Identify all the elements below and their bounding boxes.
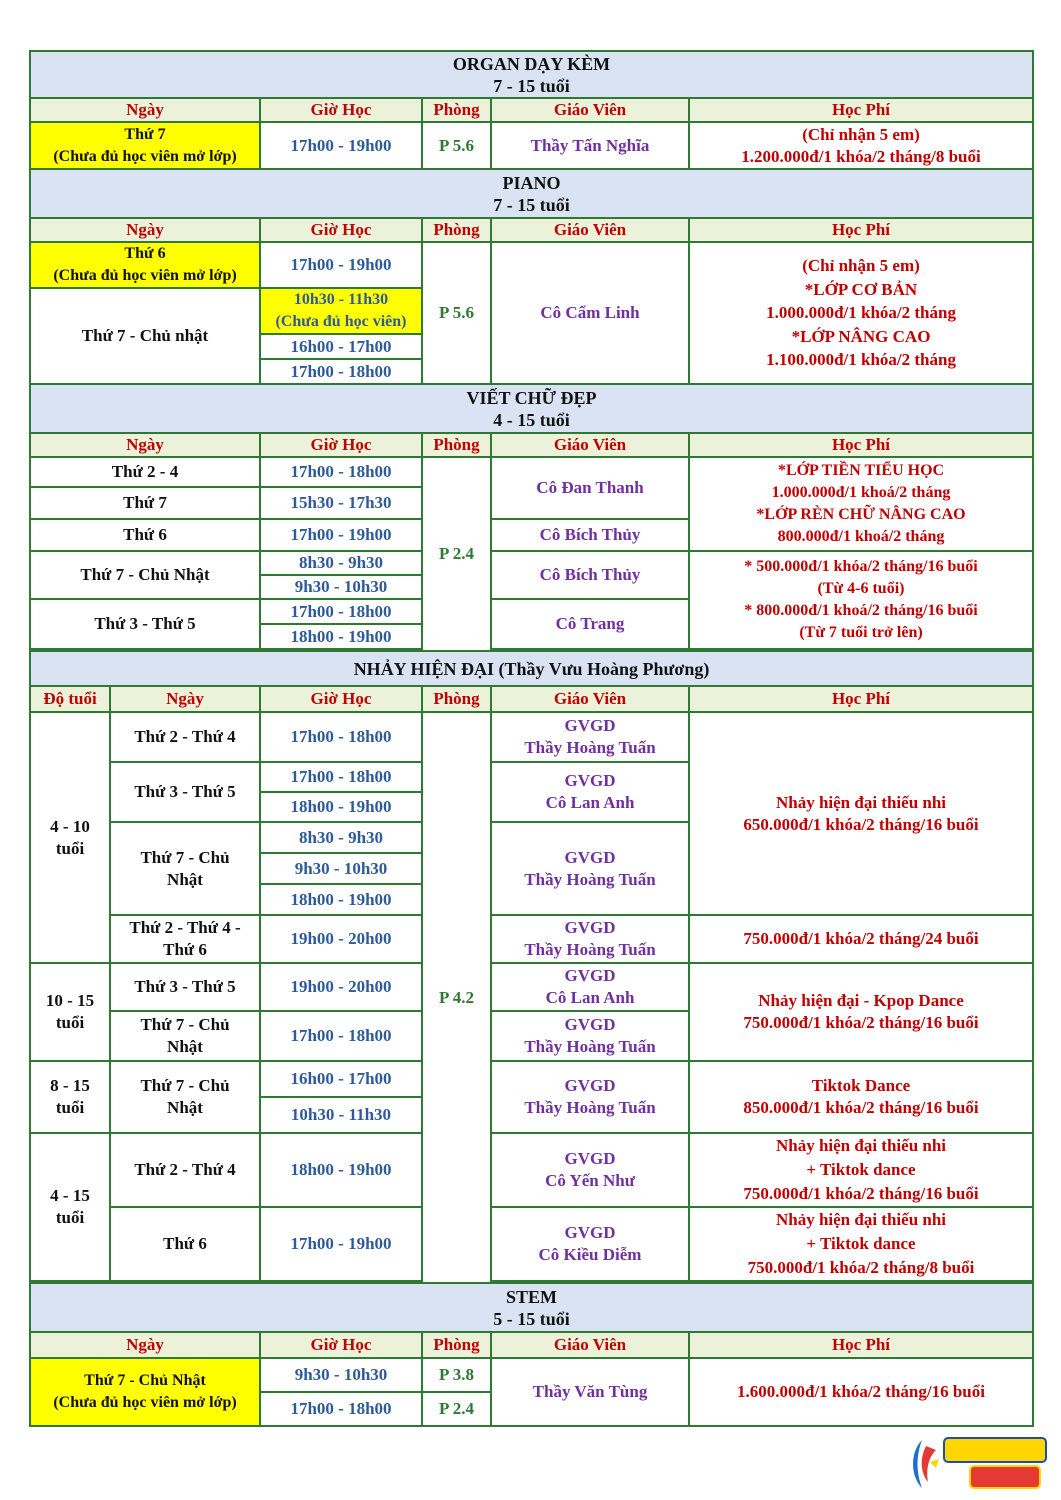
header-fee: Học Phí xyxy=(689,686,1033,712)
dance-fee-4a: Tiktok Dance xyxy=(811,1076,911,1095)
dance-gv-6: GVGD xyxy=(564,1015,616,1034)
vcd-time-7: 18h00 - 19h00 xyxy=(260,624,422,649)
dance-fee-2: 750.000đ/1 khóa/2 tháng/24 buổi xyxy=(689,915,1033,963)
dance-gv-7: GVGD xyxy=(564,1076,616,1095)
dance-fee-6a: Nhảy hiện đại thiếu nhi xyxy=(775,1210,947,1229)
dance-age-1b: tuổi xyxy=(55,838,85,858)
dance-age-1: 4 - 10 xyxy=(50,816,90,836)
dance-age-4: 4 - 15 xyxy=(50,1186,90,1205)
piano-time-2-note: (Chưa đủ học viên) xyxy=(275,313,407,330)
section-vcd-title xyxy=(30,384,1033,433)
dance-age-3: 8 - 15 xyxy=(50,1076,90,1095)
header-room: Phòng xyxy=(422,1332,491,1358)
nha-thieu-nhi-logo xyxy=(908,1432,1048,1494)
header-teacher: Giáo Viên xyxy=(491,218,689,242)
organ-title: ORGAN DẠY KÈM xyxy=(452,53,611,74)
stem-age: 5 - 15 tuổi xyxy=(493,1308,570,1329)
dance-age-3b: tuổi xyxy=(55,1098,85,1117)
dance-header-row xyxy=(30,686,1033,712)
header-fee: Học Phí xyxy=(689,218,1033,242)
dance-gv-8: GVGD xyxy=(564,1149,616,1168)
header-day: Ngày xyxy=(30,1332,260,1358)
piano-row-1 xyxy=(30,242,1033,288)
vcd-time-3: 17h00 - 19h00 xyxy=(260,519,422,551)
dance-fee-5a: Nhảy hiện đại thiếu nhi xyxy=(775,1136,947,1155)
stem-day: Thứ 7 - Chủ Nhật xyxy=(84,1372,206,1389)
dance-age-2: 10 - 15 xyxy=(45,991,95,1010)
dance-time-2: 17h00 - 18h00 xyxy=(260,762,422,792)
header-teacher: Giáo Viên xyxy=(491,1332,689,1358)
vcd-row-4 xyxy=(30,551,1033,575)
vcd-fee1-b: 1.000.000đ/1 khoá/2 tháng xyxy=(771,484,951,501)
header-room: Phòng xyxy=(422,98,491,122)
dance-time-4: 8h30 - 9h30 xyxy=(260,822,422,853)
dance-time-12: 18h00 - 19h00 xyxy=(260,1133,422,1207)
stem-title: STEM xyxy=(506,1286,558,1307)
dance-day-4: Thứ 2 - Thứ 4 - xyxy=(129,918,241,937)
logo-banner-bottom xyxy=(970,1466,1040,1488)
dance-day-7b: Nhật xyxy=(167,1098,203,1117)
piano-day-1-note: (Chưa đủ học viên mở lớp) xyxy=(53,267,237,284)
header-fee: Học Phí xyxy=(689,433,1033,457)
header-row xyxy=(30,218,1033,242)
vcd-time-4: 8h30 - 9h30 xyxy=(260,551,422,575)
dance-row-10 xyxy=(30,1061,1033,1097)
dance-fee-5b: + Tiktok dance xyxy=(806,1160,916,1179)
piano-fee-basic: *LỚP CƠ BẢN xyxy=(804,279,918,299)
dance-gv-4: GVGD xyxy=(564,918,616,937)
dance-gv-5: GVGD xyxy=(564,966,616,985)
stem-room-1: P 3.8 xyxy=(422,1358,491,1392)
header-time: Giờ Học xyxy=(260,98,422,122)
vcd-fee1-a: *LỚP TIỀN TIỂU HỌC xyxy=(777,462,945,479)
header-room: Phòng xyxy=(422,686,491,712)
vcd-teacher-2: Cô Bích Thủy xyxy=(491,519,689,551)
dance-time-5: 9h30 - 10h30 xyxy=(260,853,422,884)
piano-day-2: Thứ 7 - Chủ nhật xyxy=(30,288,260,384)
header-age: Độ tuổi xyxy=(30,686,110,712)
vcd-teacher-1: Cô Đan Thanh xyxy=(491,457,689,519)
organ-teacher: Thầy Tấn Nghĩa xyxy=(491,122,689,169)
dance-row-12 xyxy=(30,1133,1033,1207)
dance-fee-3a: Nhảy hiện đại - Kpop Dance xyxy=(758,991,964,1010)
section-stem-title xyxy=(30,1283,1033,1332)
header-room: Phòng xyxy=(422,218,491,242)
logo-banner-top xyxy=(944,1438,1046,1462)
stem-room-2: P 2.4 xyxy=(422,1392,491,1426)
header-teacher: Giáo Viên xyxy=(491,433,689,457)
vcd-fee1-d: 800.000đ/1 khoá/2 tháng xyxy=(777,528,945,545)
header-time: Giờ Học xyxy=(260,433,422,457)
piano-fee-adv: *LỚP NÂNG CAO xyxy=(791,326,931,346)
dance-teacher-3: Thầy Hoàng Tuấn xyxy=(524,869,656,889)
vcd-teacher-3: Cô Bích Thủy xyxy=(491,551,689,599)
header-teacher: Giáo Viên xyxy=(491,686,689,712)
vcd-teacher-4: Cô Trang xyxy=(491,599,689,649)
dance-day-3: Thứ 7 - Chủ xyxy=(140,847,230,867)
schedule-table xyxy=(29,50,1034,1427)
piano-time-4: 17h00 - 18h00 xyxy=(260,359,422,384)
dance-gv-9: GVGD xyxy=(564,1223,616,1242)
piano-room: P 5.6 xyxy=(422,242,491,384)
organ-time: 17h00 - 19h00 xyxy=(260,122,422,169)
dance-teacher-8: Cô Yến Như xyxy=(545,1171,635,1190)
dance-day-4b: Thứ 6 xyxy=(163,940,207,959)
dance-day-8: Thứ 2 - Thứ 4 xyxy=(110,1133,260,1207)
dance-day-5: Thứ 3 - Thứ 5 xyxy=(110,963,260,1011)
header-time: Giờ Học xyxy=(260,1332,422,1358)
piano-fee-adv-price: 1.100.000đ/1 khóa/2 tháng xyxy=(766,350,956,370)
header-day: Ngày xyxy=(30,98,260,122)
dance-time-7: 19h00 - 20h00 xyxy=(260,915,422,963)
piano-time-1: 17h00 - 19h00 xyxy=(260,242,422,288)
organ-room: P 5.6 xyxy=(422,122,491,169)
dance-row-8 xyxy=(30,963,1033,1011)
stem-time-2: 17h00 - 18h00 xyxy=(260,1392,422,1426)
organ-row xyxy=(30,122,1033,169)
dance-day-7: Thứ 7 - Chủ xyxy=(140,1076,230,1095)
vcd-fee2-a: * 500.000đ/1 khóa/2 tháng/16 buổi xyxy=(744,558,978,575)
vcd-fee2-b: (Từ 4-6 tuổi) xyxy=(817,580,905,597)
dance-time-1: 17h00 - 18h00 xyxy=(260,712,422,762)
dance-room: P 4.2 xyxy=(422,712,491,1283)
vcd-fee2-c: * 800.000đ/1 khoá/2 tháng/16 buổi xyxy=(744,602,978,619)
logo-star xyxy=(930,1459,939,1468)
piano-fee-basic-price: 1.000.000đ/1 khóa/2 tháng xyxy=(766,303,956,323)
stem-time-1: 9h30 - 10h30 xyxy=(260,1358,422,1392)
header-time: Giờ Học xyxy=(260,686,422,712)
dance-fee-5c: 750.000đ/1 khóa/2 tháng/16 buổi xyxy=(743,1184,979,1203)
piano-title: PIANO xyxy=(502,172,561,193)
header-day: Ngày xyxy=(110,686,260,712)
header-time: Giờ Học xyxy=(260,218,422,242)
header-room: Phòng xyxy=(422,433,491,457)
piano-day-1: Thứ 6 xyxy=(124,245,166,262)
dance-time-8: 19h00 - 20h00 xyxy=(260,963,422,1011)
vcd-fee1-c: *LỚP RÈN CHỮ NÂNG CAO xyxy=(756,506,966,523)
dance-teacher-1: Thầy Hoàng Tuấn xyxy=(524,738,656,757)
piano-time-3: 16h00 - 17h00 xyxy=(260,334,422,359)
dance-time-9: 17h00 - 18h00 xyxy=(260,1011,422,1061)
dance-teacher-9: Cô Kiều Diễm xyxy=(538,1245,642,1264)
organ-age: 7 - 15 tuổi xyxy=(493,75,570,96)
vcd-day-1: Thứ 2 - 4 xyxy=(30,457,260,487)
dance-teacher-7: Thầy Hoàng Tuấn xyxy=(524,1098,656,1117)
dance-gv-3: GVGD xyxy=(564,847,616,867)
vcd-day-5: Thứ 3 - Thứ 5 xyxy=(30,599,260,649)
dance-fee-3b: 750.000đ/1 khóa/2 tháng/16 buổi xyxy=(743,1013,979,1032)
dance-time-3: 18h00 - 19h00 xyxy=(260,792,422,822)
dance-title: NHẢY HIỆN ĐẠI (Thầy Vưu Hoàng Phương) xyxy=(30,651,1033,686)
vcd-day-4: Thứ 7 - Chủ Nhật xyxy=(30,551,260,599)
section-organ-title xyxy=(30,51,1033,98)
dance-day-2: Thứ 3 - Thứ 5 xyxy=(110,762,260,822)
dance-day-1: Thứ 2 - Thứ 4 xyxy=(110,712,260,762)
dance-time-13: 17h00 - 19h00 xyxy=(260,1207,422,1281)
dance-age-4b: tuổi xyxy=(55,1208,85,1227)
header-day: Ngày xyxy=(30,218,260,242)
organ-fee-note: (Chỉ nhận 5 em) xyxy=(802,124,920,144)
dance-fee-1a: Nhảy hiện đại thiếu nhi xyxy=(775,792,947,812)
piano-fee-note: (Chỉ nhận 5 em) xyxy=(802,256,920,276)
section-dance-title xyxy=(30,651,1033,686)
dance-row-1 xyxy=(30,712,1033,762)
stem-day-note: (Chưa đủ học viên mở lớp) xyxy=(53,1394,237,1411)
header-fee: Học Phí xyxy=(689,98,1033,122)
organ-day: Thứ 7 xyxy=(124,125,166,143)
dance-time-6: 18h00 - 19h00 xyxy=(260,884,422,915)
vcd-age: 4 - 15 tuổi xyxy=(493,409,570,430)
dance-age-2b: tuổi xyxy=(55,1013,85,1032)
dance-fee-6c: 750.000đ/1 khóa/2 tháng/8 buổi xyxy=(747,1258,975,1277)
header-row xyxy=(30,1332,1033,1358)
vcd-time-2: 15h30 - 17h30 xyxy=(260,487,422,519)
dance-teacher-5: Cô Lan Anh xyxy=(545,988,635,1007)
header-fee: Học Phí xyxy=(689,1332,1033,1358)
dance-fee-1b: 650.000đ/1 khóa/2 tháng/16 buổi xyxy=(743,814,979,834)
stem-fee: 1.600.000đ/1 khóa/2 tháng/16 buổi xyxy=(689,1358,1033,1426)
header-teacher: Giáo Viên xyxy=(491,98,689,122)
header-row xyxy=(30,98,1033,122)
dance-row-7 xyxy=(30,915,1033,963)
organ-fee: 1.200.000đ/1 khóa/2 tháng/8 buổi xyxy=(741,146,981,166)
organ-day-note: (Chưa đủ học viên mở lớp) xyxy=(53,147,237,165)
vcd-fee2-d: (Từ 7 tuổi trở lên) xyxy=(799,624,923,641)
dance-gv-1: GVGD xyxy=(564,716,616,735)
logo-swoosh-blue xyxy=(913,1440,922,1488)
piano-teacher: Cô Cẩm Linh xyxy=(491,242,689,384)
vcd-time-6: 17h00 - 18h00 xyxy=(260,599,422,624)
vcd-row-1 xyxy=(30,457,1033,487)
vcd-day-3: Thứ 6 xyxy=(30,519,260,551)
vcd-room: P 2.4 xyxy=(422,457,491,651)
dance-day-6b: Nhật xyxy=(167,1037,203,1056)
dance-row-13 xyxy=(30,1207,1033,1281)
dance-fee-4b: 850.000đ/1 khóa/2 tháng/16 buổi xyxy=(743,1098,979,1117)
dance-day-6: Thứ 7 - Chủ xyxy=(140,1015,230,1034)
dance-teacher-4: Thầy Hoàng Tuấn xyxy=(524,940,656,959)
dance-teacher-6: Thầy Hoàng Tuấn xyxy=(524,1037,656,1056)
piano-age: 7 - 15 tuổi xyxy=(493,194,570,215)
dance-teacher-2: Cô Lan Anh xyxy=(545,793,635,812)
vcd-time-1: 17h00 - 18h00 xyxy=(260,457,422,487)
dance-fee-6b: + Tiktok dance xyxy=(806,1234,916,1253)
dance-day-9: Thứ 6 xyxy=(110,1207,260,1281)
dance-gv-2: GVGD xyxy=(564,771,616,790)
dance-time-11: 10h30 - 11h30 xyxy=(260,1097,422,1133)
dance-time-10: 16h00 - 17h00 xyxy=(260,1061,422,1097)
stem-row-1 xyxy=(30,1358,1033,1392)
header-row xyxy=(30,433,1033,457)
dance-day-3b: Nhật xyxy=(167,869,203,889)
vcd-time-5: 9h30 - 10h30 xyxy=(260,575,422,599)
piano-time-2: 10h30 - 11h30 xyxy=(293,291,389,308)
stem-teacher: Thầy Văn Tùng xyxy=(491,1358,689,1426)
vcd-day-2: Thứ 7 xyxy=(30,487,260,519)
vcd-title: VIẾT CHỮ ĐẸP xyxy=(466,387,597,408)
section-piano-title xyxy=(30,169,1033,218)
header-day: Ngày xyxy=(30,433,260,457)
